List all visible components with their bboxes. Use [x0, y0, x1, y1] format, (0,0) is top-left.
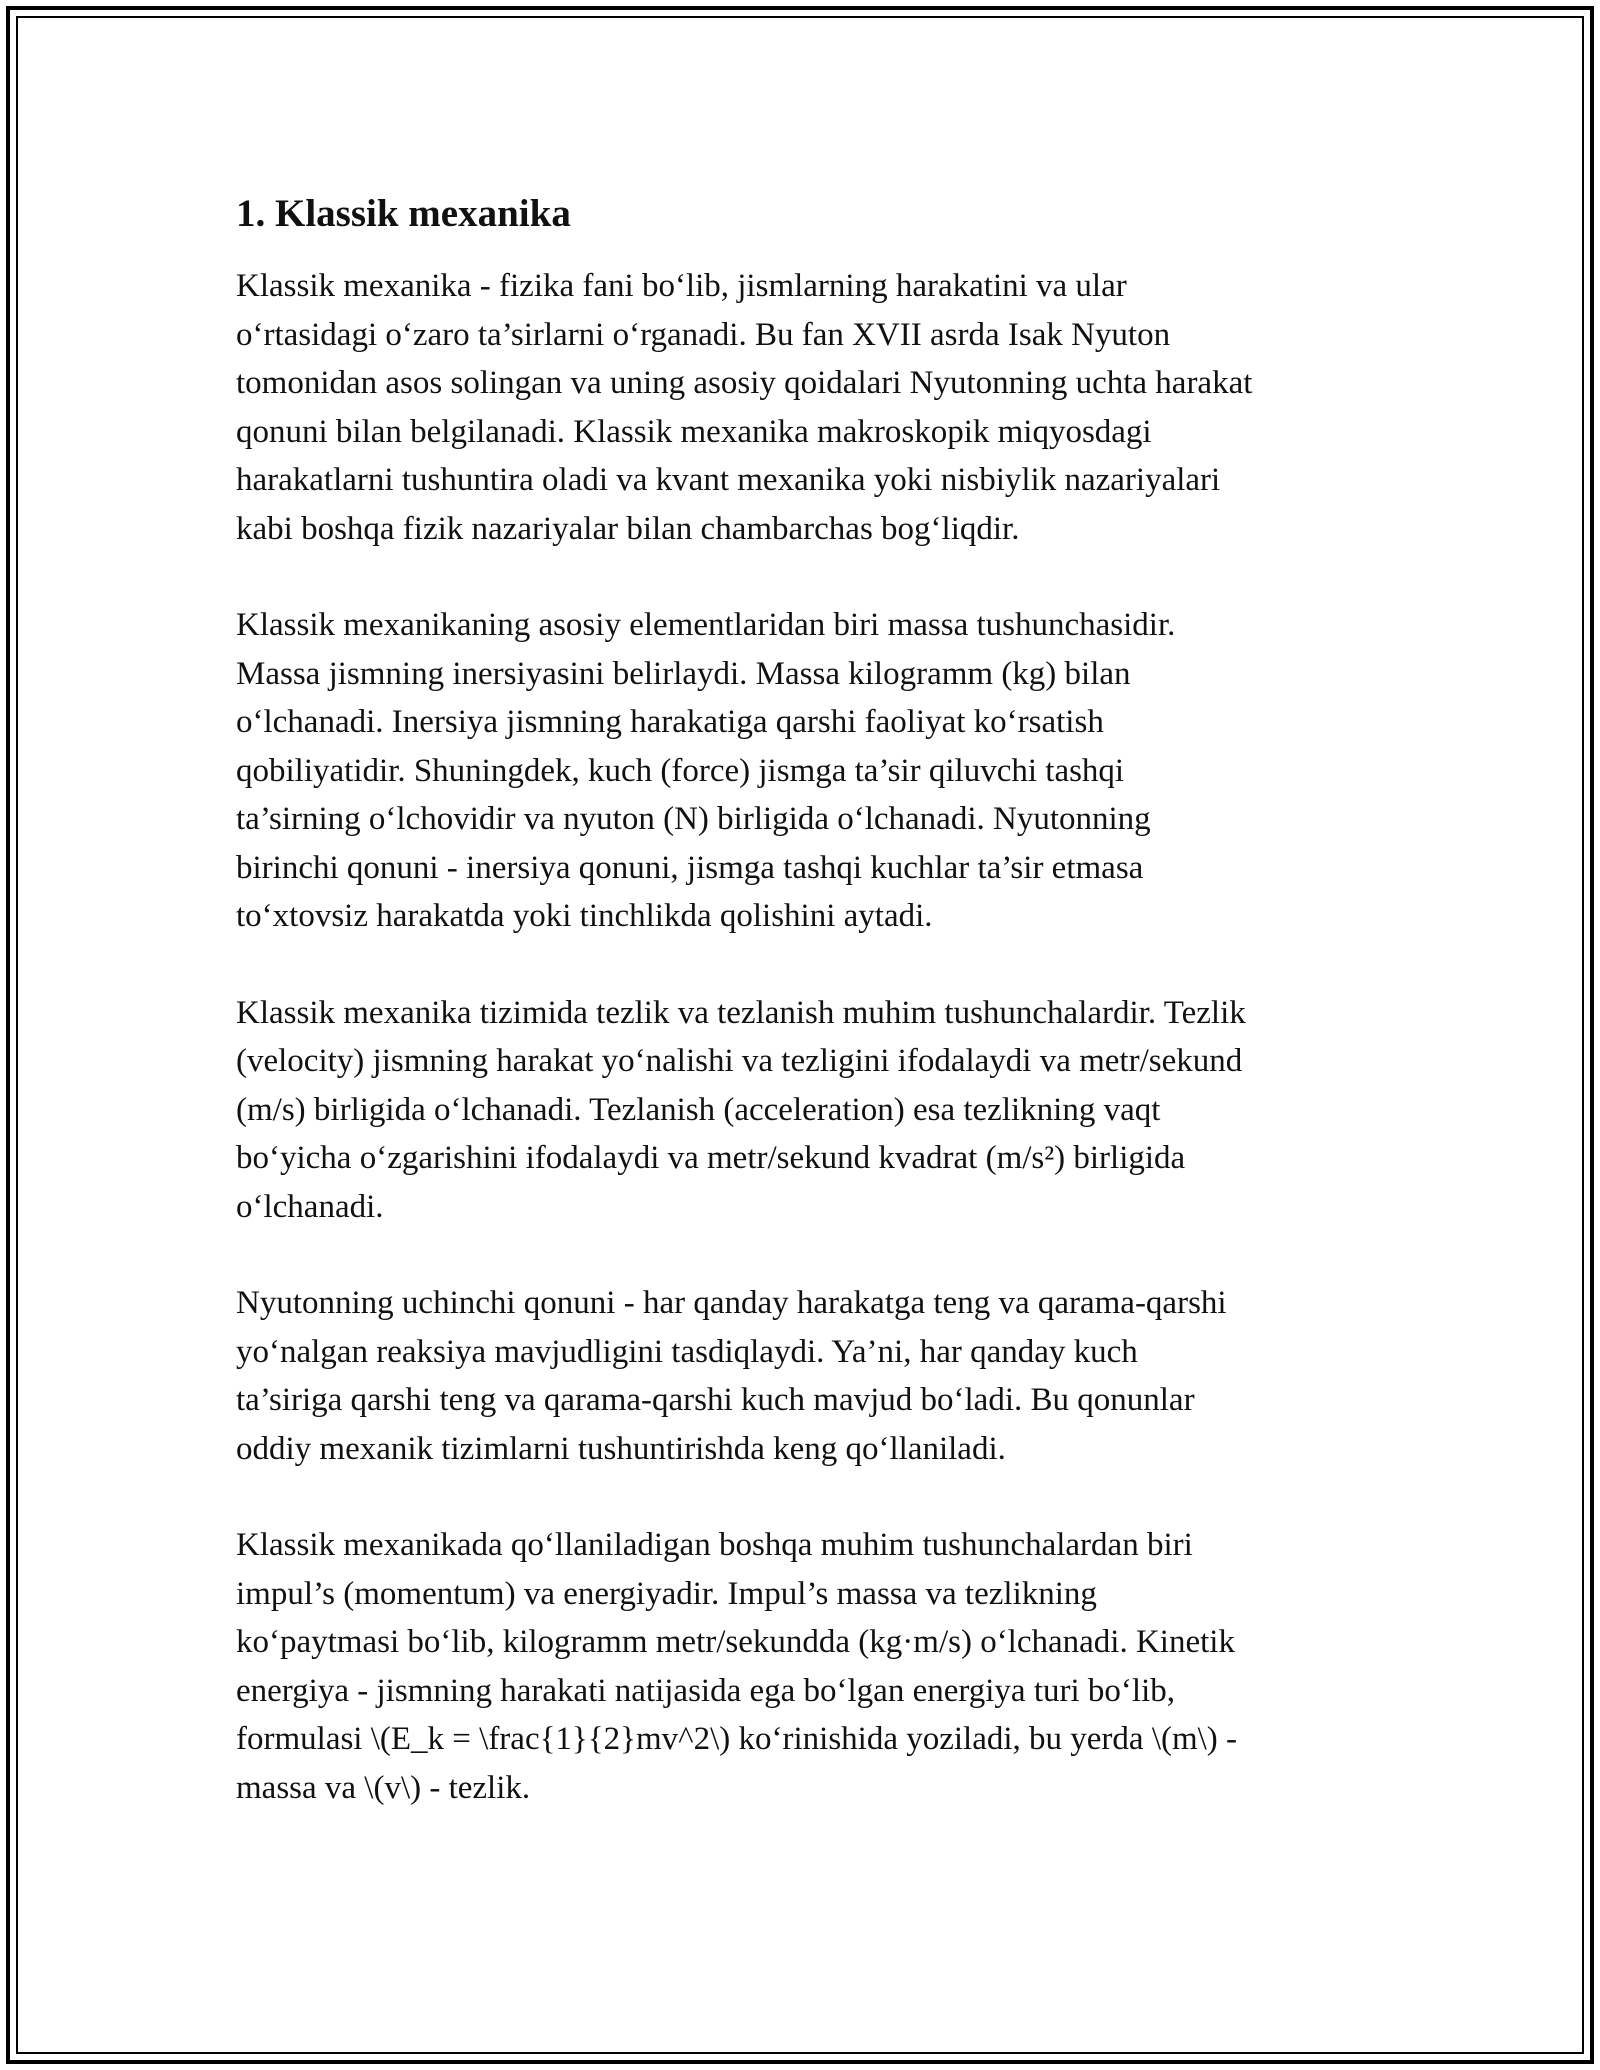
paragraph-momentum-energy: Klassik mexanikada qo‘llaniladigan boshqa muhim tushunchalardan biri impul’s (momentum) va energiyadir. Impul’s massa va tezlikning ko‘paytmasi bo‘lib, kilogramm metr/sekundda (kg·m/s) o‘lchanadi. Kinetik energiya - jismning harakati natijasida ega bo‘lgan energiya turi bo‘lib, formulasi \(E_k = \frac{1}{2}mv^2\) ko‘rinishida yoziladi, bu yerda \(m\) - massa va \(v\) - tezlik.: [236, 1527, 1238, 1806]
paragraph-velocity-acceleration: Klassik mexanika tizimida tezlik va tezlanish muhim tushunchalardir. Tezlik (velocity) jismning harakat yo‘nalishi va tezligini ifodalaydi va metr/sekund (m/s) birligida o‘lchanadi. Tezlanish (acceleration) esa tezlikning vaqt bo‘yicha o‘zgarishini ifodalaydi va metr/sekund kvadrat (m/s²) birligida o‘lchanadi.: [236, 994, 1246, 1225]
section-heading: 1. Klassik mexanika: [236, 192, 571, 235]
paragraph-third-law: Nyutonning uchinchi qonuni - har qanday harakatga teng va qarama-qarshi yo‘nalgan reaksiya mavjudligini tasdiqlaydi. Ya’ni, har qanday kuch ta’siriga qarshi teng va qarama-qarshi kuch mavjud bo‘ladi. Bu qonunlar oddiy mexanik tizimlarni tushuntirishda keng qo‘llaniladi.: [236, 1285, 1227, 1467]
paragraph-intro: Klassik mexanika - fizika fani bo‘lib, jismlarning harakatini va ular o‘rtasidagi o‘zaro ta’sirlarni o‘rganadi. Bu fan XVII asrda Isak Nyuton tomonidan asos solingan va uning asosiy qoidalari Nyutonning uchta harakat qonuni bilan belgilanadi. Klassik mexanika makroskopik miqyosdagi harakatlarni tushuntira oladi va kvant mexanika yoki nisbiylik nazariyalari kabi boshqa fizik nazariyalar bilan chambarchas bog‘liqdir.: [236, 268, 1253, 547]
document-body: [236, 188, 1376, 1860]
paragraph-mass-force: Klassik mexanikaning asosiy elementlaridan biri massa tushunchasidir. Massa jismning inersiyasini belirlaydi. Massa kilogramm (kg) bilan o‘lchanadi. Inersiya jismning harakatiga qarshi faoliyat ko‘rsatish qobiliyatidir. Shuningdek, kuch (force) jismga ta’sir qiluvchi tashqi ta’sirning o‘lchovidir va nyuton (N) birligida o‘lchanadi. Nyutonning birinchi qonuni - inersiya qonuni, jismga tashqi kuchlar ta’sir etmasa to‘xtovsiz harakatda yoki tinchlikda qolishini aytadi.: [236, 607, 1176, 934]
